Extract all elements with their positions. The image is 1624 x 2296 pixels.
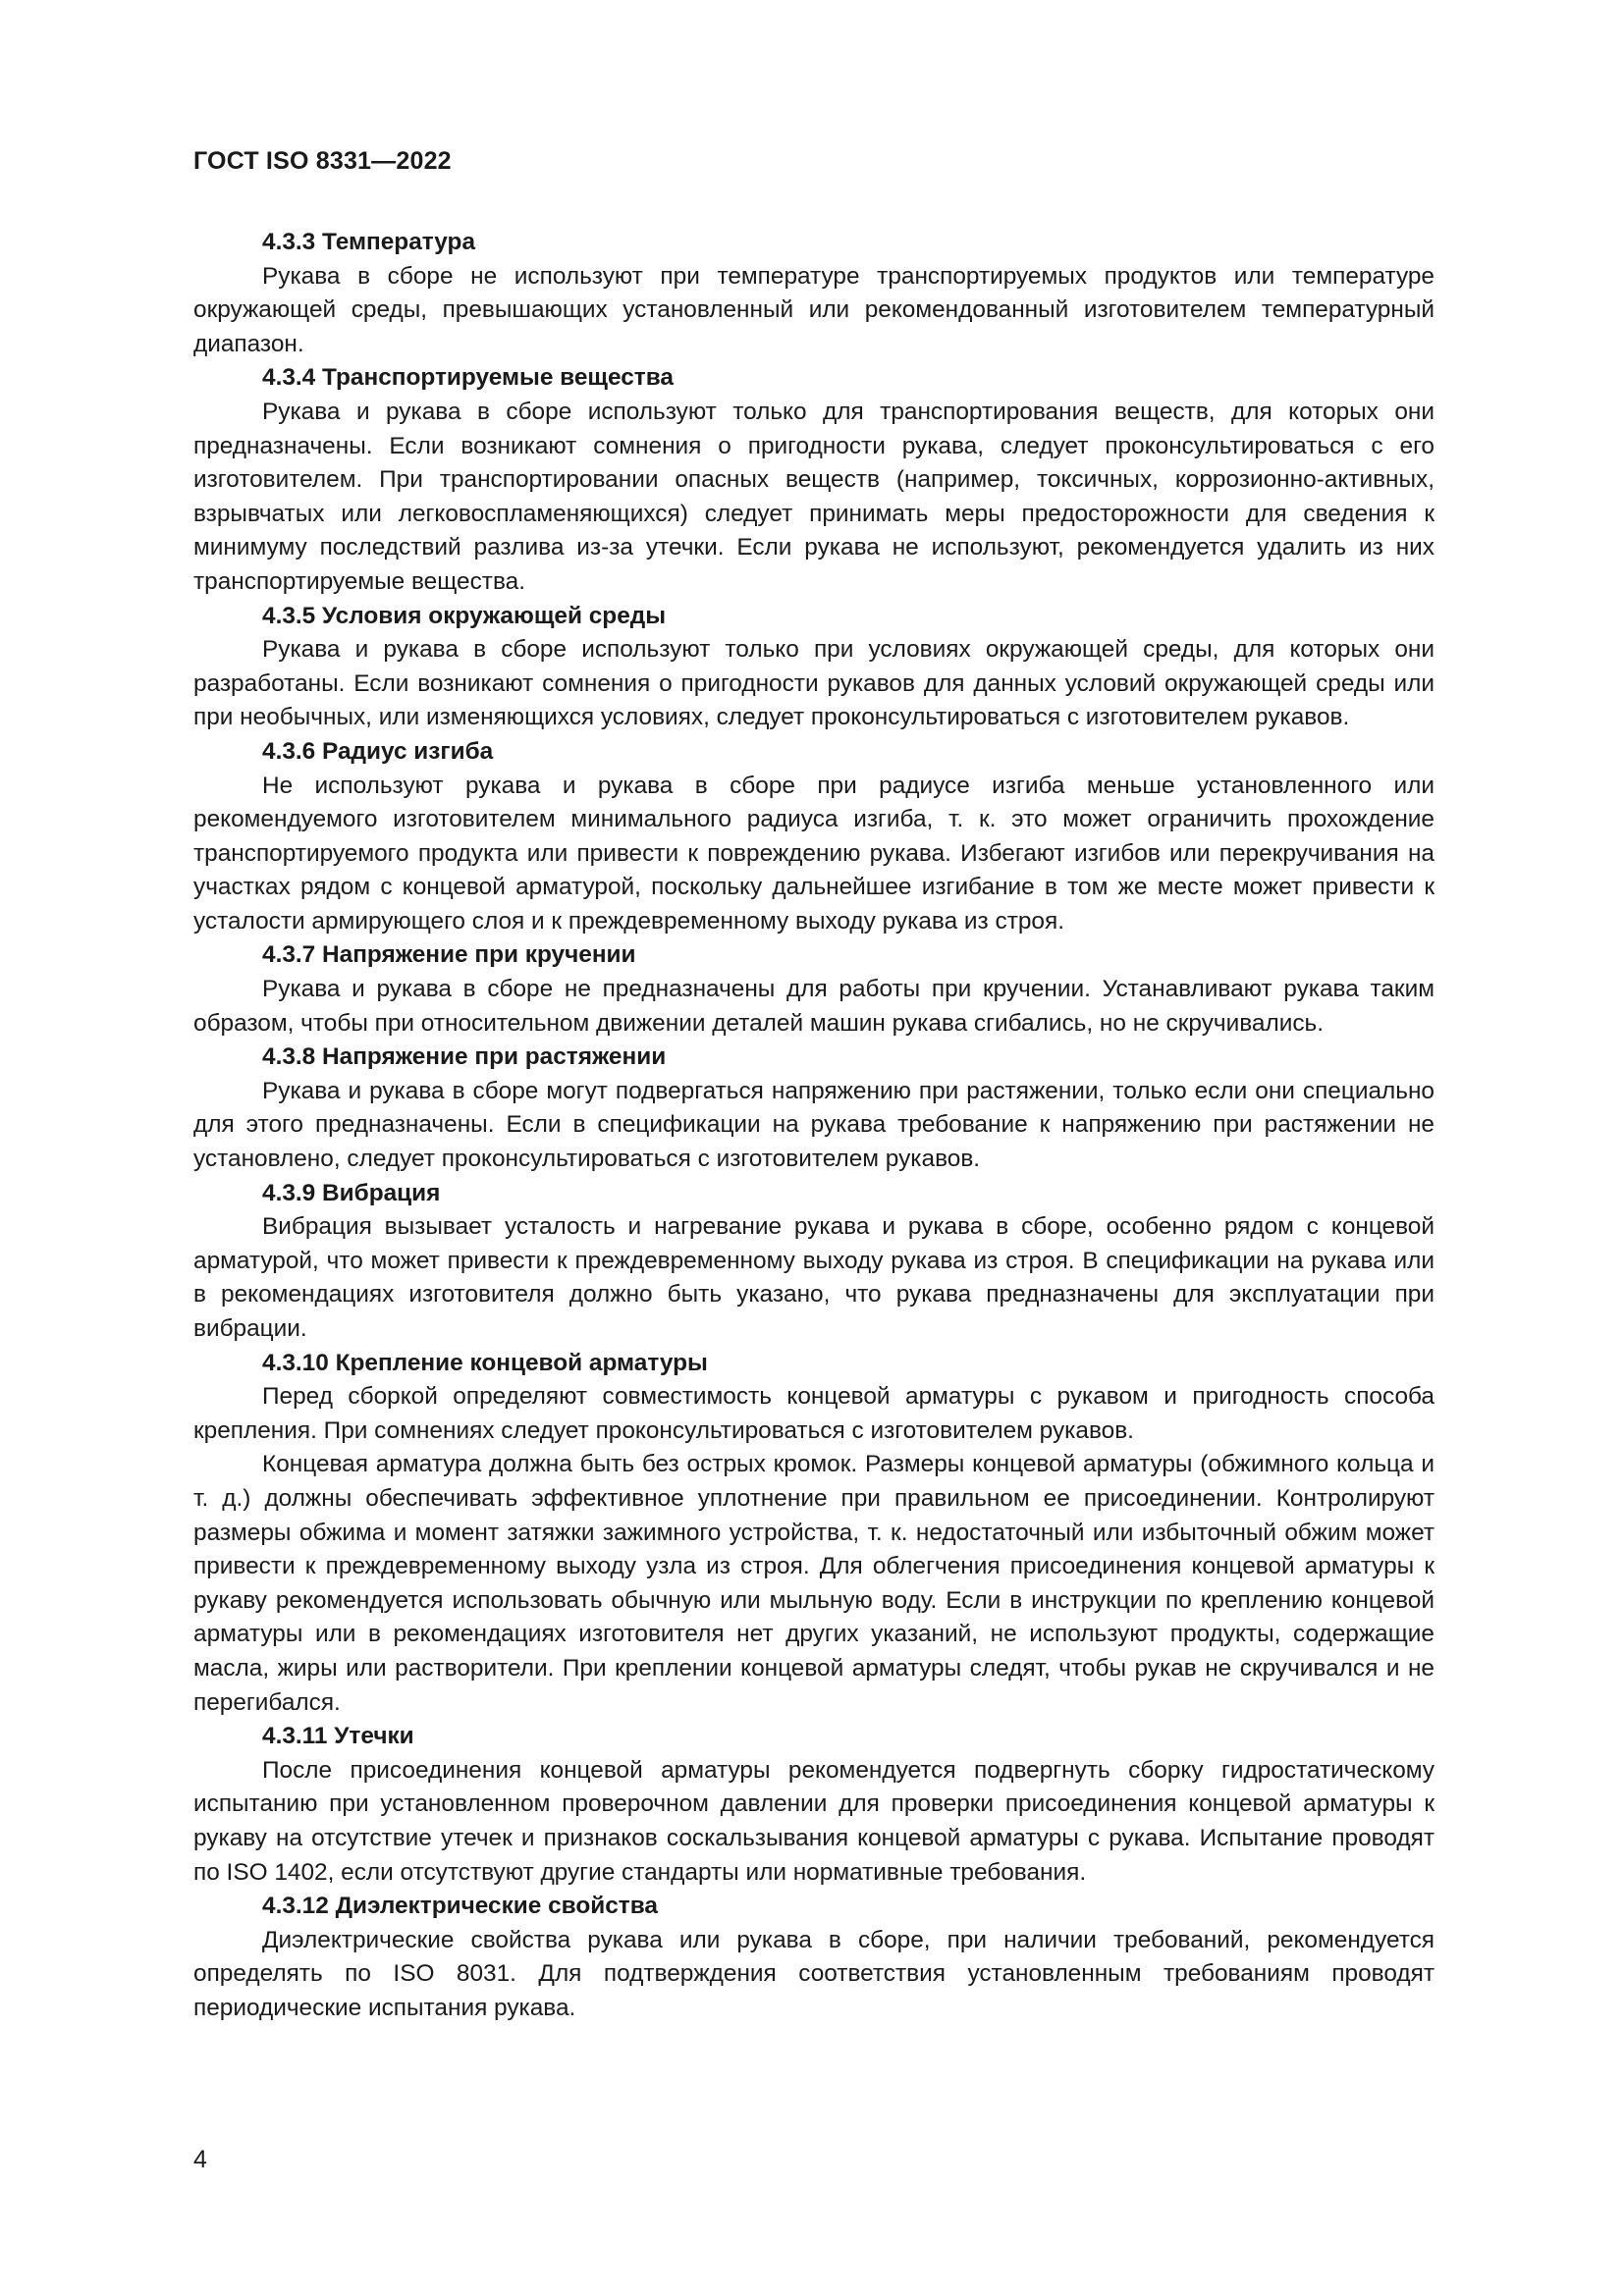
paragraph: Рукава и рукава в сборе используют только при условиях окружающей среды, для которых они разработаны. Если возникают сомнения о пригодности рукавов для данных условий окружающей среды или при необычных, или изменяющихся условиях, следует проконсультироваться с изготовителем рукавов. (193, 636, 1435, 731)
paragraph: Рукава и рукава в сборе не предназначены для работы при кручении. Устанавливают рукава таким образом, чтобы при относительном движении деталей машин рукава сгибались, но не скручивались. (193, 976, 1435, 1037)
section-heading: 4.3.12 Диэлектрические свойства (262, 1893, 658, 1920)
paragraph: Рукава в сборе не используют при температуре транспортируемых продуктов или температуре окружающей среды, превышающих установленный или рекомендованный изготовителем температурный диапазон. (193, 262, 1435, 357)
paragraph: Диэлектрические свойства рукава или рукава в сборе, при наличии требований, рекомендуется определять по ISO 8031. Для подтверждения соответствия установленным требованиям проводят периодические испытания рукава. (193, 1926, 1435, 2021)
section-heading: 4.3.10 Крепление концевой арматуры (262, 1349, 708, 1376)
section-heading: 4.3.7 Напряжение при кручении (262, 941, 636, 969)
document-header: ГОСТ ISO 8331—2022 (193, 147, 452, 175)
section-heading: 4.3.9 Вибрация (262, 1179, 441, 1206)
section-heading: 4.3.8 Напряжение при растяжении (262, 1043, 667, 1071)
page-number: 4 (193, 2146, 207, 2173)
paragraph: Перед сборкой определяют совместимость концевой арматуры с рукавом и пригодность способа крепления. При сомнениях следует проконсультироваться с изготовителем рукавов. (193, 1383, 1435, 1444)
document-body (193, 226, 1435, 2025)
paragraph: После присоединения концевой арматуры рекомендуется подвергнуть сборку гидростатическому испытанию при установленном проверочном давлении для проверки присоединения концевой арматуры к рукаву на отсутствие утечек и признаков соскальзывания концевой арматуры с рукава. Испытание проводят по ISO 1402, если отсутствуют другие стандарты или нормативные требования. (193, 1756, 1435, 1886)
section-heading: 4.3.4 Транспортируемые вещества (262, 364, 674, 392)
paragraph: Концевая арматура должна быть без острых кромок. Размеры концевой арматуры (обжимного кольца и т. д.) должны обеспечивать эффективное уплотнение при правильном ее присоединении. Контролируют размеры обжима и момент затяжки зажимного устройства, т. к. недостаточный или избыточный обжим может привести к преждевременному выходу узла из строя. Для облегчения присоединения концевой арматуры к рукаву рекомендуется использовать обычную или мыльную воду. Если в инструкции по креплению концевой арматуры или в рекомендациях изготовителя нет других указаний, не используют продукты, содержащие масла, жиры или растворители. При креплении концевой арматуры следят, чтобы рукав не скручивался и не перегибался. (193, 1451, 1435, 1716)
paragraph: Не используют рукава и рукава в сборе при радиусе изгиба меньше установленного или рекомендуемого изготовителем минимального радиуса изгиба, т. к. это может ограничить прохождение транспортируемого продукта или привести к повреждению рукава. Избегают изгибов или перекручивания на участках рядом с концевой арматурой, поскольку дальнейшее изгибание в том же месте может привести к усталости армирующего слоя и к преждевременному выходу рукава из строя. (193, 772, 1435, 934)
section-heading: 4.3.5 Условия окружающей среды (262, 602, 667, 629)
paragraph: Вибрация вызывает усталость и нагревание рукава и рукава в сборе, особенно рядом с концевой арматурой, что может привести к преждевременному выходу рукава из строя. В спецификации на рукава или в рекомендациях изготовителя должно быть указано, что рукава предназначены для эксплуатации при вибрации. (193, 1213, 1435, 1342)
paragraph: Рукава и рукава в сборе используют только для транспортирования веществ, для которых они предназначены. Если возникают сомнения о пригодности рукава, следует проконсультироваться с его изготовителем. При транспортировании опасных веществ (например, токсичных, коррозионно-активных, взрывчатых или легковоспламеняющихся) следует принимать меры предосторожности для сведения к минимуму последствий разлива из-за утечки. Если рукава не используют, рекомендуется удалить из них транспортируемые вещества. (193, 398, 1435, 595)
section-heading: 4.3.3 Температура (262, 229, 476, 255)
section-heading: 4.3.6 Радиус изгиба (262, 737, 494, 765)
paragraph: Рукава и рукава в сборе могут подвергаться напряжению при растяжении, только если они специально для этого предназначены. Если в спецификации на рукава требование к напряжению при растяжении не установлено, следует проконсультироваться с изготовителем рукавов. (193, 1077, 1435, 1173)
section-heading: 4.3.11 Утечки (262, 1723, 414, 1750)
